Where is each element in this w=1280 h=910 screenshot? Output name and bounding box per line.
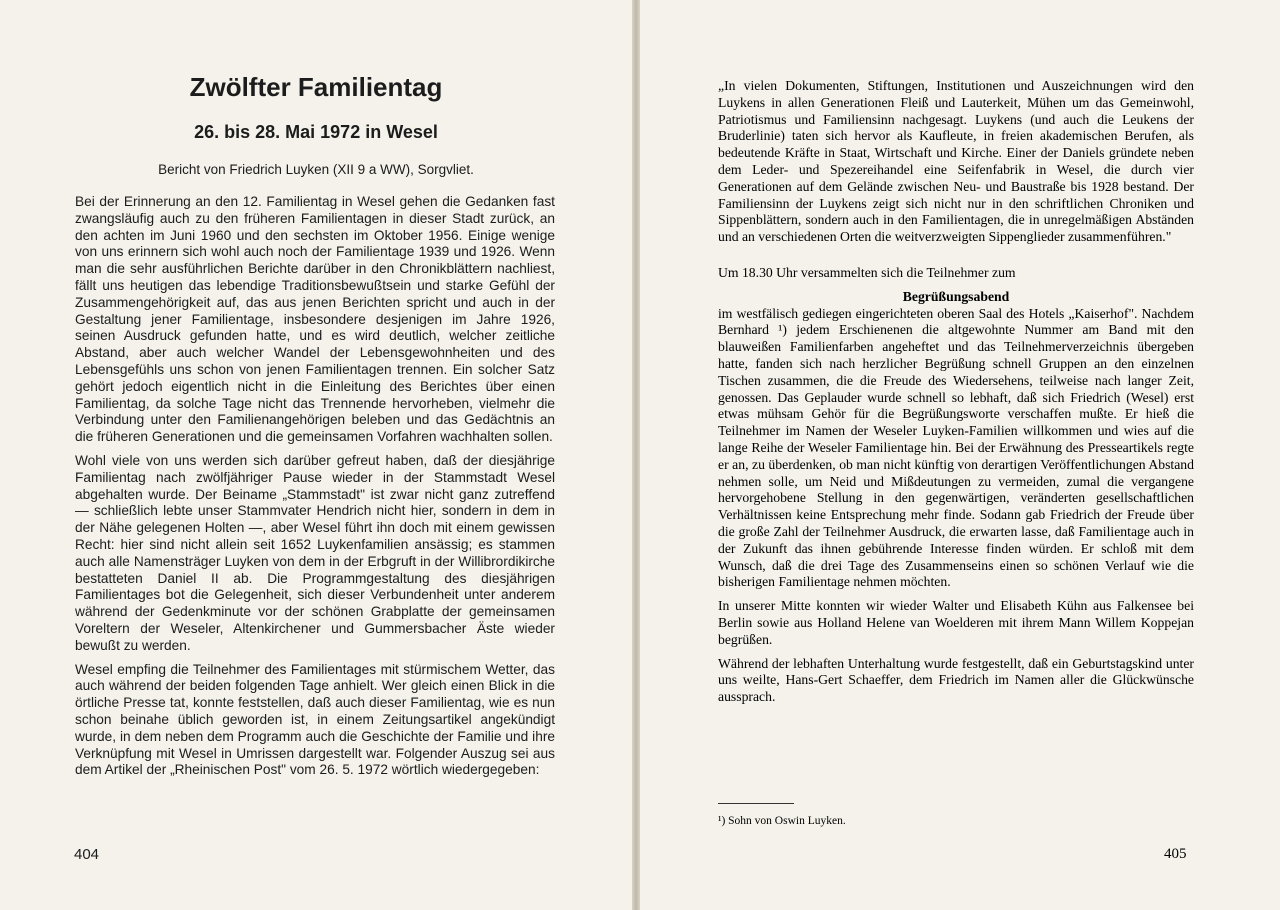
- paragraph: Wesel empfing die Teilnehmer des Familientages mit stürmischem Wetter, das auch während der beiden folgenden Tage anhielt. Wer gleich einen Blick in die örtliche Presse tat, konnte feststellen, daß auch dieser Familientag, wie es nun schon beinahe üblich geworden ist, in einem Zeitungsartikel angekündigt wurde, in dem neben dem Programm auch die Geschichte der Familie und ihre Verknüpfung mit Wesel in Umrissen dargestellt war. Folgender Auszug sei aus dem Artikel der „Rheinischen Post" vom 26. 5. 1972 wörtlich wiedergegeben:: [75, 661, 555, 778]
- left-page: [0, 0, 632, 910]
- left-text-column: [75, 194, 555, 786]
- footnote-rule: [718, 803, 794, 804]
- paragraph: Wohl viele von uns werden sich darüber gefreut haben, daß der diesjährige Familientag nach zwölfjähriger Pause wieder in der Stammstadt Wesel abgehalten wurde. Der Beiname „Stammstadt" ist zwar nicht ganz zutreffend — schließlich lebte unser Stammvater Hendrich nicht hier, sondern in dem in der Nähe gelegenen Holten —, aber Wesel führt ihn doch mit einem gewissen Recht: hier sind nicht allein seit 1652 Luykenfamilien ansässig; es stammen auch alle Namensträger Luyken von dem in der Erbgruft in der Willibrordikirche bestatteten Daniel II ab. Die Programmgestaltung des diesjährigen Familientages bot die Gelegenheit, sich dieser Verbundenheit unter anderem während der Gedenkminute vor der schönen Grabplatte der gemeinsamen Voreltern der Weseler, Altenkirchener und Gummersbacher Äste wieder bewußt zu werden.: [75, 452, 555, 653]
- paragraph: Während der lebhaften Unterhaltung wurde festgestellt, daß ein Geburtstagskind unter uns weilte, Hans-Gert Schaeffer, dem Friedrich im Namen aller die Glückwünsche aussprach.: [718, 655, 1194, 705]
- page-number: 404: [74, 846, 100, 863]
- paragraph: In unserer Mitte konnten wir wieder Walter und Elisabeth Kühn aus Falkensee bei Berlin sowie aus Holland Helene van Woelderen mit ihrem Mann Willem Koppejan begrüßen.: [718, 598, 1194, 647]
- intro-line: Um 18.30 Uhr versammelten sich die Teilnehmer zum: [718, 264, 1016, 280]
- paragraph: im westfälisch gediegen eingerichteten oberen Saal des Hotels „Kaiserhof". Nachdem Bernhard ¹) jedem Erschienenen die altgewohnte Nummer am Band mit den blauweißen Familienfarben angeheftet und das Teilnehmerverzeichnis übergeben hatte, fanden sich nach herzlicher Begrüßung schnell Gruppen an den einzelnen Tischen zusammen, die die Freude des Wiedersehens, teilweise nach langer Zeit, genossen. Das Geplauder wurde schnell so lebhaft, daß sich Friedrich (Wesel) erst etwas mühsam Gehör für die Begrüßungsworte verschaffen mußte. Er hieß die Teilnehmer im Namen der Weseler Luyken-Familien willkommen und wies auf die lange Reihe der Weseler Familientage hin. Bei der Erwähnung des Presseartikels regte er an, zu überdenken, ob man nicht künftig von derartigen Veröffentlichungen Abstand nehmen solle, um Neid und Mißdeutungen zu vermeiden, zumal die vergangene hervorgehobene Stellung in den gegenwärtigen, veränderten gesellschaftlichen Verhältnissen keine Entsprechung mehr finde. Sodann gab Friedrich der Freude über die große Zahl der Teilnehmer Ausdruck, die erwarten lasse, daß Familientage auch in der Zukunft das ihnen gebührende Interesse finden würden. Er schloß mit dem Wunsch, daß die drei Tage des Zusammenseins einen so schönen Verlauf wie die bisherigen Familientage nehmen möchten.: [718, 305, 1194, 590]
- book-gutter: [632, 0, 640, 910]
- paragraph: Bei der Erinnerung an den 12. Familientag in Wesel gehen die Gedanken fast zwangsläufig auch zu den früheren Familientagen in dieser Stadt zurück, an den achten im Juni 1960 und den sechsten im Oktober 1956. Einige wenige von uns erinnern sich wohl auch noch der Familientage 1939 und 1926. Wenn man die sehr ausführlichen Berichte darüber in den Chronikblättern nachliest, fällt uns heutigen das lebendige Traditionsbewußtsein und starke Gefühl der Zusammengehörigkeit auf, das aus jenen Berichten spricht und auch in der Gestaltung jener Familientage, insbesondere desjenigen im Jahre 1926, seinen Ausdruck gefunden hatte, und es wird deutlich, welcher zeitliche Abstand, aber auch welcher Wandel der Lebensgewohnheiten und des Lebensgefühls uns schon von jenen Familientagen trennen. Ein solcher Satz gehört jedoch eigentlich nicht in die Einleitung des Berichtes über einen Familientag, da solche Tage nicht das Trennende hervorheben, vielmehr die Verbindung unter den Familienangehörigen beleben und das Gedächtnis an die früheren Generationen und die gemeinsamen Vorfahren wachhalten sollen.: [75, 194, 555, 445]
- page-title: Zwölfter Familientag: [189, 72, 443, 102]
- right-text-column: [718, 78, 1194, 713]
- page-number: 405: [1164, 846, 1187, 862]
- quote-paragraph: „In vielen Dokumenten, Stiftungen, Institutionen und Auszeichnungen wird den Luykens in allen Generationen Fleiß und Lauterkeit, Mühen um das Gemeinwohl, Patriotismus und Familiensinn nachgesagt. Luykens (und auch die Leukens der Bruderlinie) taten sich hervor als Kaufleute, in freien akademischen Berufen, als bedeutende Kräfte in Staat, Wirtschaft und Kirche. Einer der Daniels gründete neben dem Leder- und Spezereihandel eine Seifenfabrik in Wesel, die durch vier Generationen auf dem Gelände zwischen Neu- und Baustraße bis 1928 bestand. Der Familiensinn der Luykens zeigt sich nicht nur in den schriftlichen Chroniken und Sippenblättern, sondern auch in den Familientagen, die in unregelmäßigen Abständen und an verschiedenen Orten die weitverzweigten Sippenglieder zusammenführen.": [718, 78, 1194, 245]
- byline: Bericht von Friedrich Luyken (XII 9 a WW), Sorgvliet.: [158, 162, 474, 177]
- section-heading: Begrüßungsabend: [902, 288, 1010, 304]
- footnote: ¹) Sohn von Oswin Luyken.: [718, 815, 846, 827]
- page-subtitle: 26. bis 28. Mai 1972 in Wesel: [194, 122, 438, 142]
